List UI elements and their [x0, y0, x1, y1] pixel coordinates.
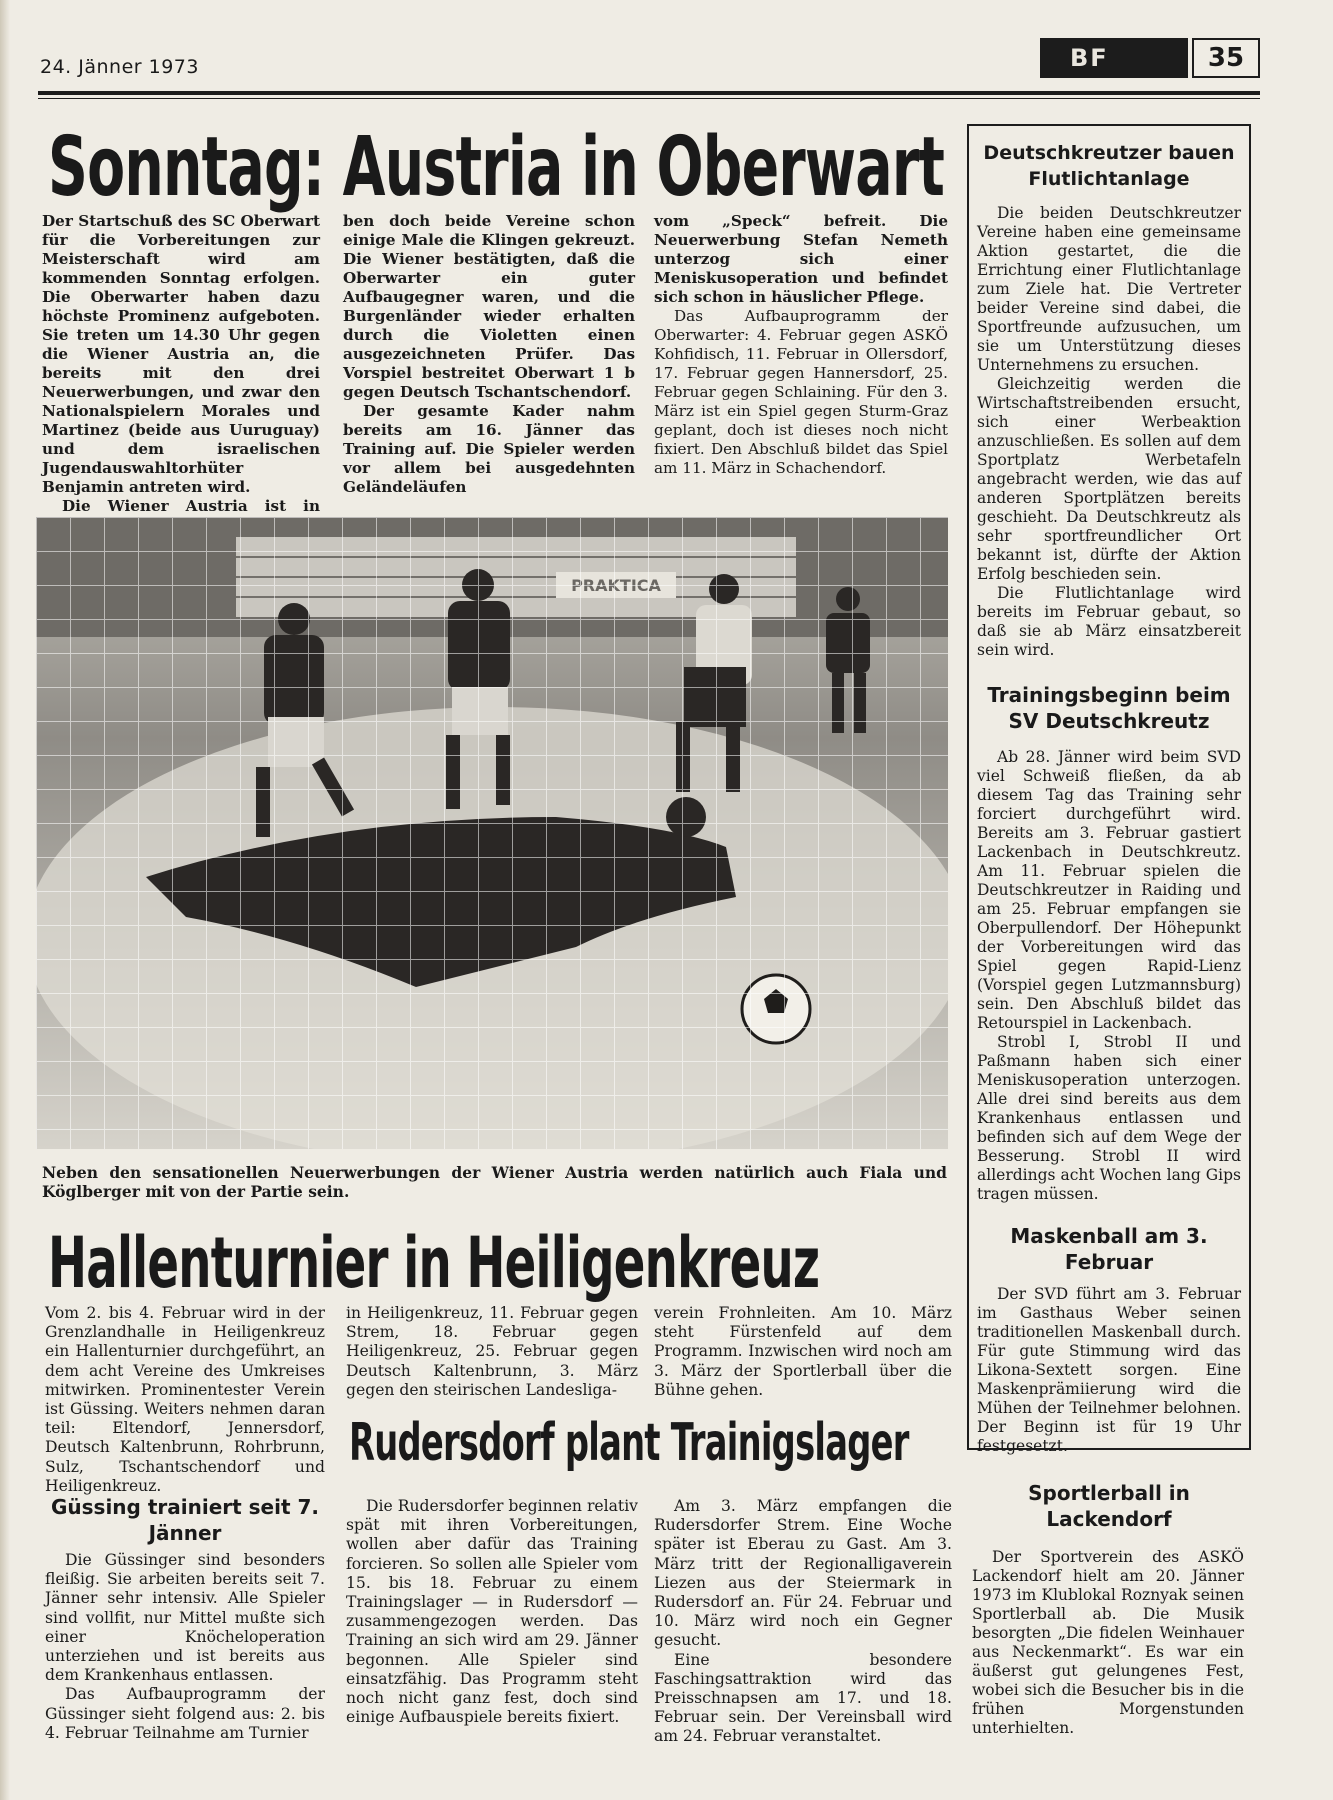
- sidebar-s3-p1: Der SVD führt am 3. Februar im Gasthaus Weber seinen traditionellen Maskenball durch. Für gute Stimmung wird das Likona-Sextett sorgen. Eine Maskenprämiierung wird die Mühen der Teilnehmer belohnen. Der Beginn ist für 19 Uhr festgesetzt.: [977, 1285, 1241, 1455]
- sidebar-s1-p3: Die Flutlichtanlage wird bereits im Februar gebaut, so daß sie ab März einsatzbereit sein wird.: [977, 584, 1241, 659]
- sidebar-title-trainingsbeginn: Trainingsbeginn beim SV Deutschkreutz: [987, 683, 1231, 733]
- sidebar-title-maskenball: Maskenball am 3. Februar: [1010, 1224, 1208, 1274]
- page-number: 35: [1192, 38, 1260, 78]
- sidebar-s4-p1: Der Sportverein des ASKÖ Lackendorf hielt am 20. Jänner 1973 im Klublokal Roznyak seinen Sportlerball ab. Die Musik besorgten „Die fidelen Weinhauer aus Neckenmarkt“. Es war ein äußerst gut gelungenes Fest, wobei sich die Besucher bis in die frühen Morgenstunden unterhielten.: [972, 1548, 1244, 1737]
- sidebar-title-flutlicht: Deutschkreutzer bauen Flutlichtanlage: [983, 142, 1235, 190]
- article1-column-2: [343, 212, 635, 497]
- article1-col1b-text: Die Wiener Austria ist in: [62, 497, 320, 515]
- header-rule: [38, 91, 1260, 95]
- photo-caption: Neben den sensationellen Neuerwerbungen der Wiener Austria werden natürlich auch Fiala und Köglberger mit von der Partie sein.: [42, 1163, 947, 1201]
- sidebar-article-sportlerball: [972, 1548, 1244, 1738]
- article2-column-3: [654, 1304, 952, 1400]
- article1-col2b-text: Der gesamte Kader nahm bereits am 16. Jänner das Training auf. Die Spieler werden vor allem bei ausgedehnten Geländeläufen: [343, 402, 635, 496]
- sidebar-title-sportlerball: Sportlerball in Lackendorf: [1028, 1481, 1190, 1531]
- article4-column-1: [346, 1497, 638, 1727]
- masthead-box: [1040, 38, 1260, 78]
- sidebar-s2-p1: Ab 28. Jänner wird beim SVD viel Schweiß fließen, da ab diesem Tag das Training sehr forciert durchgeführt wird. Bereits am 3. Februar gastiert Lackenbach in Deutschkreutz. Am 11. Februar spielen die Deutschkreutzer in Raiding und am 25. Februar empfangen sie Oberpullendorf. Der Höhepunkt der Vorbereitungen wird das Spiel gegen Rapid-Lienz (Vorspiel gegen Lutzmannsburg) sein. Den Abschluß bildet das Retourspiel in Lackenbach.: [977, 748, 1241, 1032]
- article2-col1-text: Vom 2. bis 4. Februar wird in der Grenzlandhalle in Heiligenkreuz ein Hallenturnier durchgeführt, an dem acht Vereine des Umkreises mitwirken. Prominentester Verein ist Güssing. Weiters nehmen daran teil: Eltendorf, Jennersdorf, Deutsch Kaltenbrunn, Rohrbrunn, Sulz, Tschantschendorf und Heiligenkreuz.: [45, 1304, 325, 1495]
- match-photo: [36, 517, 948, 1149]
- sidebar-article-flutlicht: [977, 204, 1241, 660]
- article1-col3-text: vom „Speck“ befreit. Die Neuerwerbung Stefan Nemeth unterzog sich einer Meniskusoperation und befindet sich schon in häuslicher Pflege.: [654, 212, 948, 306]
- article1-col1-text: Der Startschuß des SC Oberwart für die Vorbereitungen zur Meisterschaft wird am kommenden Sonntag erfolgen. Die Oberwarter haben dazu höchste Prominenz aufgeboten. Sie treten um 14.30 Uhr gegen die Wiener Austria an, die bereits mit den drei Neuerwerbungen, und zwar den Nationalspielern Morales und Martinez (beide aus Uuruguay) und dem israelischen Jugendauswahltorhüter Benjamin antreten wird.: [42, 212, 320, 496]
- article4-col2b-text: Eine besondere Faschingsattraktion wird das Preisschnapsen am 17. und 18. Februar sein. Der Vereinsball wird am 24. Februar veranstaltet.: [654, 1650, 952, 1746]
- article2-column-1: [45, 1304, 325, 1496]
- page-spine-shadow: [0, 0, 10, 1800]
- article4-column-2: [654, 1497, 952, 1747]
- sidebar-s1-p1: Die beiden Deutschkreutzer Vereine haben eine gemeinsame Aktion gestartet, die die Errichtung einer Flutlichtanlage zum Ziele hat. Die Vertreter beider Vereine sind dabei, die Sportfreunde aufzusuchen, um sie um Unterstützung dieses Unternehmens zu ersuchen.: [977, 204, 1241, 374]
- article4-col2a-text: Am 3. März empfangen die Rudersdorfer Strem. Eine Woche später ist Eberau zu Gast. Am 3. März tritt der Regionalligaverein Liezen aus der Steiermark in Rudersdorf an. Für 24. Februar und 10. März wird noch ein Gegner gesucht.: [654, 1497, 952, 1650]
- article1-column-3: [654, 212, 948, 478]
- article3-p2: Das Aufbauprogramm der Güssinger sieht folgend aus: 2. bis 4. Februar Teilnahme am Turnier: [45, 1685, 325, 1742]
- sidebar-article-maskenball: [977, 1285, 1241, 1456]
- headline-hallenturnier: Hallenturnier in Heiligenkreuz: [48, 1222, 820, 1304]
- article2-col3-text: verein Frohnleiten. Am 10. März steht Fürstenfeld auf dem Programm. Inzwischen wird noch am 3. März der Sportlerball über die Bühne gehen.: [654, 1304, 952, 1399]
- article3-column: [45, 1551, 325, 1743]
- masthead-logo: BF: [1040, 38, 1188, 78]
- goalkeeper-dive-image: [36, 517, 948, 1149]
- article1-col3b-text: Das Aufbauprogramm der Oberwarter: 4. Februar gegen ASKÖ Kohfidisch, 11. Februar in Ollersdorf, 17. Februar gegen Hannersdorf, 25. Februar gegen Schlaining. Für den 3. März ist ein Spiel gegen Sturm-Graz geplant, doch ist dieses noch nicht fixiert. Den Abschluß bildet das Spiel am 11. März in Schachendorf.: [654, 307, 948, 477]
- issue-date: 24. Jänner 1973: [40, 56, 199, 78]
- headline-rudersdorf: Rudersdorf plant Trainigslager: [349, 1413, 909, 1473]
- article2-col2-text: in Heiligenkreuz, 11. Februar gegen Strem, 18. Februar gegen Heiligenkreuz, 25. Februar gegen Deutsch Kaltenbrunn, 3. März gegen den steirischen Landesliga-: [346, 1304, 638, 1399]
- article4-col1-text: Die Rudersdorfer beginnen relativ spät mit ihren Vorbereitungen, wollen aber dafür das Training forcieren. So sollen alle Spieler vom 15. bis 18. Februar zu einem Trainingslager — in Rudersdorf — zusammengezogen werden. Das Training an sich wird am 29. Jänner begonnen. Alle Spieler sind einsatzfähig. Das Programm steht noch nicht ganz fest, doch sind einige Aufbauspiele bereits fixiert.: [346, 1497, 638, 1727]
- article3-p1: Die Güssinger sind besonders fleißig. Sie arbeiten bereits seit 7. Jänner sehr intensiv. Alle Spieler sind vollfit, nur Mittel mußte sich einer Knöcheloperation unterziehen und ist bereits aus dem Krankenhaus entlassen.: [45, 1551, 325, 1685]
- subhead-guessing: Güssing trainiert seit 7. Jänner: [50, 1495, 320, 1545]
- article2-column-2: [346, 1304, 638, 1400]
- article1-col2-text: ben doch beide Vereine schon einige Male die Klingen gekreuzt. Die Wiener bestätigten, daß die Oberwarter ein guter Aufbaugegner waren, und die Burgenländer wieder erhalten durch die Violetten einen ausgezeichneten Prüfer. Das Vorspiel bestreitet Oberwart 1 b gegen Deutsch Tschantschendorf.: [343, 212, 635, 401]
- header-rule-thin: [38, 98, 1260, 99]
- headline-austria-oberwart: Sonntag: Austria in Oberwart: [48, 120, 945, 215]
- sidebar-s1-p2: Gleichzeitig werden die Wirtschaftstreibenden ersucht, sich einer Werbeaktion anzuschließen. Es sollen auf dem Sportplatz Werbetafeln angebracht werden, wie das auf anderen Sportplätzen bereits geschieht. Da Deutschkreutz als sehr sportfreundlicher Ort bekannt ist, dürfte der Aktion Erfolg beschieden sein.: [977, 375, 1241, 583]
- article1-column-1: [42, 212, 320, 554]
- sidebar-s2-p2: Strobl I, Strobl II und Paßmann haben sich einer Meniskusoperation unterzogen. Alle drei sind bereits aus dem Krankenhaus entlassen und befinden sich auf dem Wege der Besserung. Strobl II wird allerdings acht Wochen lang Gips tragen müssen.: [977, 1033, 1241, 1203]
- sidebar-article-trainingsbeginn: [977, 748, 1241, 1204]
